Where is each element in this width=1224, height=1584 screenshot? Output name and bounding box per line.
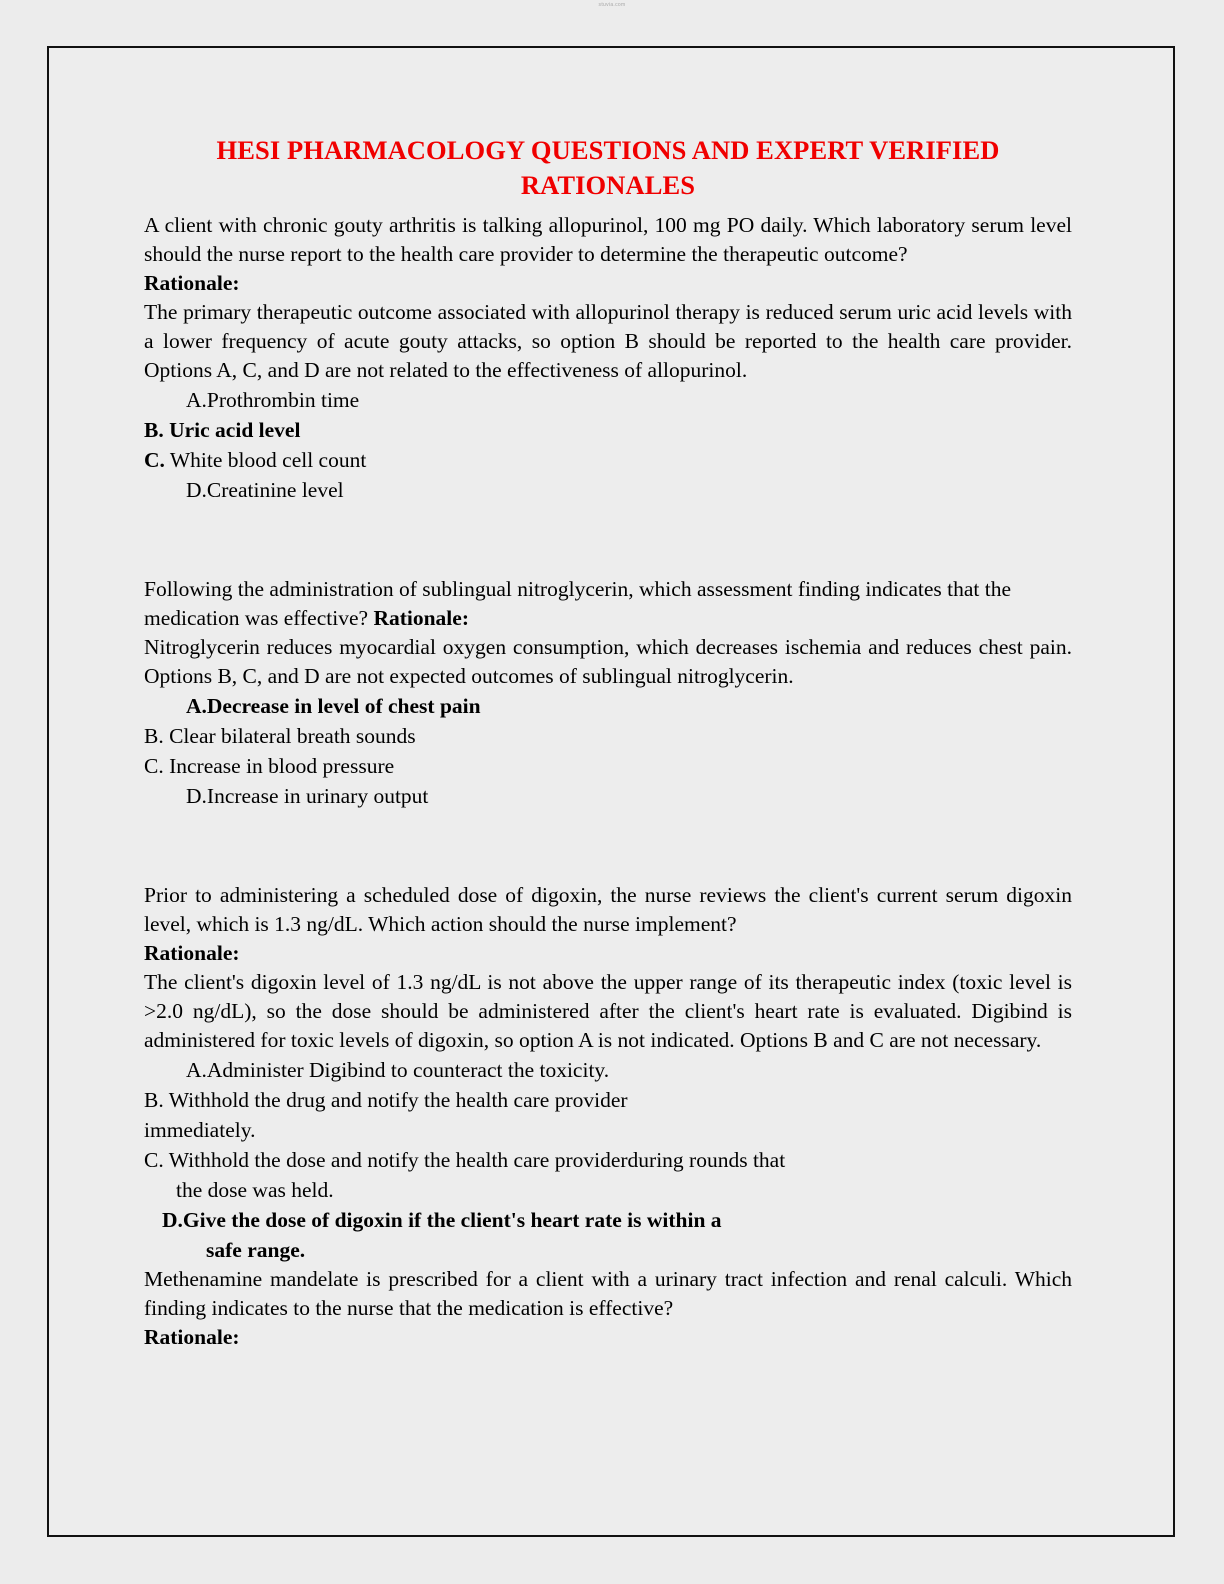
option-label: D. [162, 1208, 183, 1232]
answer-option-c[interactable] [144, 1145, 1072, 1175]
option-label: A. [186, 1058, 207, 1082]
answer-option-d[interactable] [144, 475, 1072, 505]
answer-option-d[interactable] [144, 1205, 1072, 1235]
question-block-2 [144, 575, 1072, 811]
option-text: Withhold the dose and notify the health care providerduring rounds that [163, 1148, 786, 1172]
question-stem: A client with chronic gouty arthritis is talking allopurinol, 100 mg PO daily. Which laboratory serum level should the nurse report to the health care provider to determine the therapeutic outcome? [144, 213, 1072, 266]
option-label: D. [186, 784, 207, 808]
question-block-1 [144, 211, 1072, 505]
answer-option-a[interactable] [144, 691, 1072, 721]
option-label: B. [144, 418, 164, 442]
option-text: Increase in blood pressure [163, 754, 395, 778]
option-text: Uric acid level [163, 418, 301, 442]
option-text: White blood cell count [164, 448, 367, 472]
block-spacer [144, 811, 1072, 881]
question-stem: Prior to administering a scheduled dose of digoxin, the nurse reviews the client's current serum digoxin level, which is 1.3 ng/dL. Which action should the nurse implement? [144, 883, 1072, 936]
question-stem-text: Following the administration of sublingual nitroglycerin, which assessment finding indicates that the medication was effective? [144, 577, 1012, 630]
option-label: C. [144, 448, 165, 472]
rationale-label [144, 269, 1072, 298]
answer-option-c-continuation: the dose was held. [176, 1178, 334, 1202]
answer-option-a[interactable] [144, 385, 1072, 415]
option-text: Prothrombin time [206, 388, 360, 412]
answer-option-a[interactable] [144, 1055, 1072, 1085]
question-stem: Methenamine mandelate is prescribed for a client with a urinary tract infection and renal calculi. Which finding indicates to the nurse that the medication is effective? [144, 1267, 1072, 1320]
page-title: HESI PHARMACOLOGY QUESTIONS AND EXPERT VERIFIED RATIONALES [216, 135, 1000, 200]
option-text: Creatinine level [206, 478, 344, 502]
option-text: Withhold the drug and notify the health care provider [163, 1088, 628, 1112]
option-text: Increase in urinary output [206, 784, 429, 808]
page-watermark: stuvia.com [598, 2, 626, 8]
rationale-label-text: Rationale: [373, 606, 469, 630]
rationale-label [144, 1323, 1072, 1352]
block-spacer [144, 505, 1072, 575]
document-body [144, 133, 1072, 1352]
option-label: C. [144, 754, 164, 778]
document-page-frame [47, 46, 1175, 1537]
question-block-3 [144, 881, 1072, 1265]
option-label: D. [186, 478, 207, 502]
question-block-4-partial [144, 1265, 1072, 1352]
answer-option-b[interactable] [144, 415, 1072, 445]
rationale-label-text: Rationale: [144, 271, 240, 295]
rationale-text: Nitroglycerin reduces myocardial oxygen consumption, which decreases ischemia and reduces chest pain. Options B, C, and D are not expected outcomes of sublingual nitroglycerin. [144, 635, 1072, 688]
option-label: B. [144, 724, 164, 748]
option-label: A. [186, 388, 207, 412]
option-label: C. [144, 1148, 164, 1172]
rationale-label-text: Rationale: [144, 941, 240, 965]
rationale-text: The primary therapeutic outcome associated with allopurinol therapy is reduced serum uric acid levels with a lower frequency of acute gouty attacks, so option B should be reported to the health care provider. Options A, C, and D are not related to the effectiveness of allopurinol. [144, 300, 1072, 382]
answer-option-c[interactable] [144, 751, 1072, 781]
option-text: Decrease in level of chest pain [206, 694, 481, 718]
option-text: Administer Digibind to counteract the toxicity. [206, 1058, 610, 1082]
option-text: Clear bilateral breath sounds [163, 724, 416, 748]
answer-option-b-continuation: immediately. [144, 1118, 256, 1142]
answer-option-d-continuation: safe range. [206, 1238, 306, 1262]
answer-option-d[interactable] [144, 781, 1072, 811]
answer-option-b[interactable] [144, 1085, 1072, 1115]
answer-option-c[interactable] [144, 445, 1072, 475]
question-stem [144, 575, 1072, 633]
option-label: B. [144, 1088, 164, 1112]
rationale-text: The client's digoxin level of 1.3 ng/dL is not above the upper range of its therapeutic index (toxic level is >2.0 ng/dL), so the dose should be administered after the client's heart rate is evaluated. Digibind is administered for toxic levels of digoxin, so option A is not indicated. Options B and C are not necessary. [144, 970, 1072, 1052]
answer-option-b[interactable] [144, 721, 1072, 751]
rationale-label-text: Rationale: [144, 1325, 240, 1349]
rationale-label [144, 939, 1072, 968]
option-label: A. [186, 694, 207, 718]
option-text: Give the dose of digoxin if the client's heart rate is within a [182, 1208, 722, 1232]
